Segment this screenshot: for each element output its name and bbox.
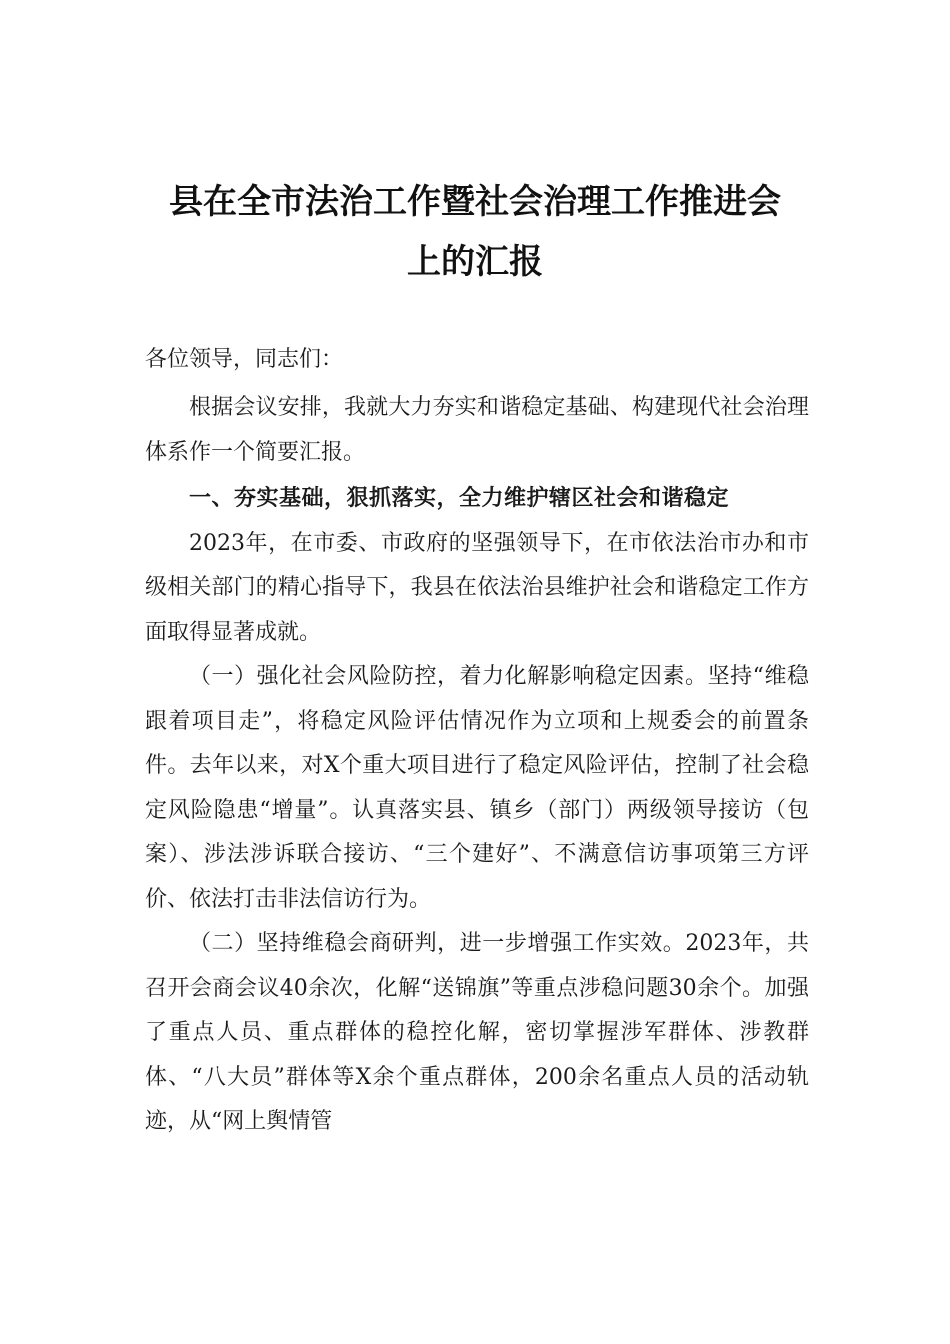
greeting: 各位领导，同志们：	[145, 347, 344, 372]
section-heading-1: 一、夯实基础，狠抓落实，全力维护辖区社会和谐稳定	[189, 486, 730, 511]
intro-paragraph: 根据会议安排，我就大力夯实和谐稳定基础、构建现代社会治理体系作一个简要汇报。	[145, 395, 809, 465]
title-line-1: 县在全市法治工作暨社会治理工作推进会	[169, 182, 781, 222]
document-title	[140, 172, 810, 292]
paragraph-2: （一）强化社会风险防控，着力化解影响稳定因素。坚持“维稳跟着项目走”，将稳定风险评估情况作为立项和上规委会的前置条件。去年以来，对X个重大项目进行了稳定风险评估，控制了社会稳定风险隐患“增量”。认真落实县、镇乡（部门）两级领导接访（包案）、涉法涉诉联合接访、“三个建好”、不满意信访事项第三方评价、依法打击非法信访行为。	[145, 664, 809, 912]
document-body	[145, 386, 809, 1145]
paragraph-3: （二）坚持维稳会商研判，进一步增强工作实效。2023年，共召开会商会议40余次，化解“送锦旗”等重点涉稳问题30余个。加强了重点人员、重点群体的稳控化解，密切掌握涉军群体、涉教群体、“八大员”群体等X余个重点群体，200余名重点人员的活动轨迹，从“网上舆情管	[145, 931, 809, 1134]
paragraph-1: 2023年，在市委、市政府的坚强领导下，在市依法治市办和市级相关部门的精心指导下，我县在依法治县维护社会和谐稳定工作方面取得显著成就。	[145, 530, 809, 645]
title-line-2: 上的汇报	[407, 242, 543, 282]
